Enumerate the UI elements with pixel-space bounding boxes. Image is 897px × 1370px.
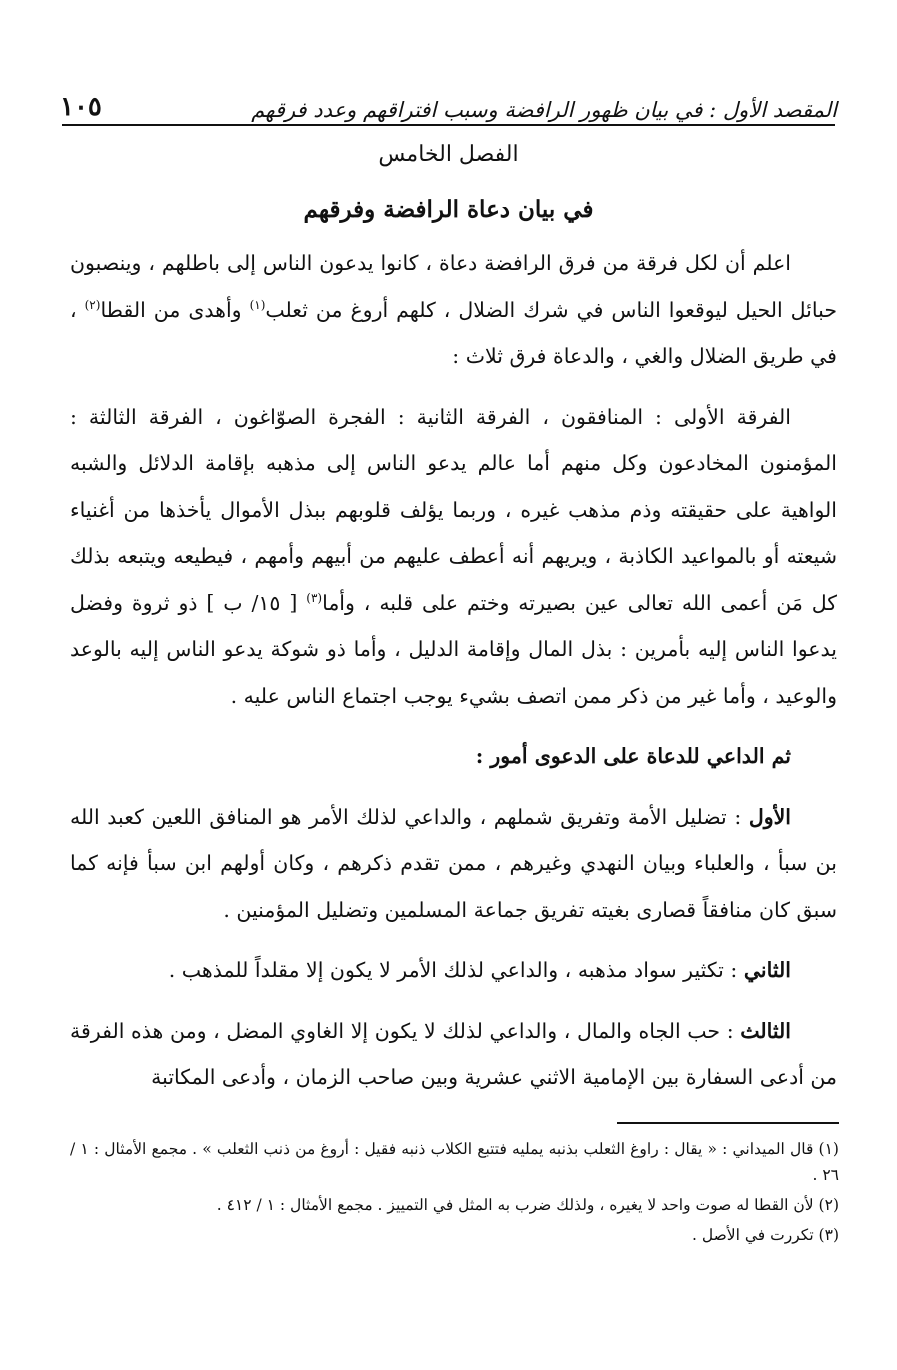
body-text: [70, 240, 837, 1101]
paragraph-text: [ ١٥/ ب ] ذو ثروة وفضل يدعوا الناس إليه بأمرين : بذل المال وإقامة الدليل ، وأما ذو شوكة يدعو الناس إليه بالوعد والوعيد ، وأما غير من ذكر ممن اتصف بشيء يوجب اجتماع الناس عليه .: [70, 590, 837, 708]
footnote-3: (٣) تكررت في الأصل .: [692, 1226, 839, 1244]
paragraph-text: اعلم أن لكل فرقة من فرق الرافضة دعاة ، كانوا يدعون الناس إلى باطلهم ، وينصبون حبائل الحيل ليوقعوا الناس في شرك الضلال ، كلهم أروغ من ثعلب: [70, 251, 837, 322]
paragraph-text: وأهدى من القطا: [100, 297, 250, 322]
header-rule: [62, 124, 835, 126]
footnote-1: (١) قال الميداني : « يقال : راوغ الثعلب بذنبه يمليه فتتبع الكلاب ذنبه فقيل : أروغ من ذنب الثعلب » . مجمع الأمثال : ١ / ٢٦ .: [70, 1140, 839, 1184]
paragraph-lead: الأول: [748, 804, 791, 829]
paragraph-lead: الثاني: [743, 958, 791, 982]
footnote-ref: (١): [249, 297, 266, 312]
footnote-ref: (٢): [84, 297, 101, 312]
paragraph-groups: [70, 394, 837, 720]
paragraph-text: : حب الجاه والمال ، والداعي لذلك لا يكون إلا الغاوي المضل ، ومن هذه الفرقة من أدعى السفارة بين الإمامية الاثني عشرية وبين صاحب الزمان ، وأدعى المكاتبة: [70, 1018, 837, 1089]
paragraph-second: [70, 947, 837, 994]
page-number: ١٠٥: [60, 92, 102, 122]
paragraph-text: : تضليل الأمة وتفريق شملهم ، والداعي لذلك الأمر هو المنافق اللعين كعبد الله بن سبأ ، والعلباء وبيان النهدي وغيرهم ، ممن تقدم ذكرهم ، وكان أولهم ابن سبأ فإنه كما سبق كان منافقاً قصارى بغيته تفريق جماعة المسلمين وتضليل المؤمنين .: [70, 804, 837, 922]
running-title: المقصد الأول : في بيان ظهور الرافضة وسبب افتراقهم وعدد فرقهم: [251, 98, 837, 122]
paragraph-third: [70, 1008, 837, 1101]
paragraph-text: ، في طريق الضلال والغي ، والدعاة فرق ثلاث :: [70, 297, 837, 368]
chapter-title: في بيان دعاة الرافضة وفرقهم: [303, 196, 594, 223]
paragraph-text: الفرقة الأولى : المنافقون ، الفرقة الثانية : الفجرة الصوّاغون ، الفرقة الثالثة : المؤمنون المخادعون وكل منهم أما عالم يدعو الناس إلى مذهبه بإقامة الدلائل والشبه الواهية على حقيقته وذم مذهب غيره ، وربما يؤلف قلوبهم ببذل الأموال يأخذها من أغنياء شيعته أو بالمواعيد الكاذبة ، ويريهم أنه أعطف عليهم من أبيهم وأمهم ، فيطيعه ويتبعه بذلك كل مَن أعمى الله تعالى عين بصيرته وختم على قلبه ، وأما: [70, 404, 838, 615]
footnotes: [70, 1136, 839, 1252]
footnote-rule: [617, 1122, 839, 1124]
paragraph-lead: الثالث: [740, 1018, 791, 1043]
running-header: [60, 82, 837, 122]
paragraph-first: [70, 794, 837, 934]
chapter-label: الفصل الخامس: [378, 142, 519, 167]
footnote-ref: (٣): [306, 590, 323, 605]
paragraph-intro: [70, 240, 837, 380]
paragraph-text: : تكثير سواد مذهبه ، والداعي لذلك الأمر لا يكون إلا مقلداً للمذهب .: [168, 958, 744, 982]
footnote-2: (٢) لأن القطا له صوت واحد لا يغيره ، ولذلك ضرب به المثل في التمييز . مجمع الأمثال : ١ / ٤١٢ .: [216, 1196, 839, 1214]
section-heading: ثم الداعي للدعاة على الدعوى أمور :: [475, 744, 791, 768]
